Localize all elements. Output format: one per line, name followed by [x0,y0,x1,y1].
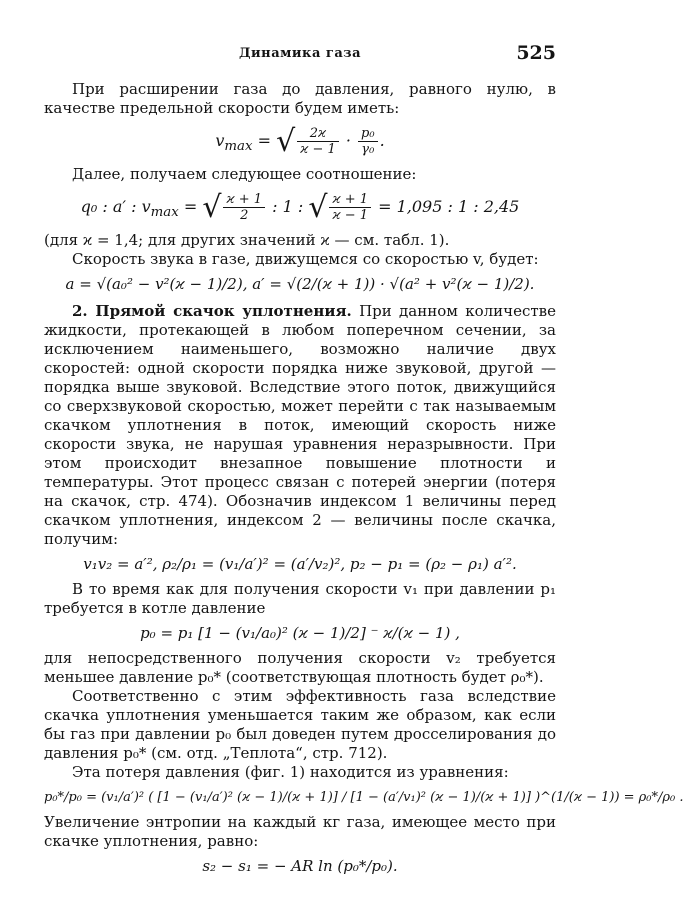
formula-boiler-pressure: p₀ = p₁ [1 − (v₁/a₀)² (ϰ − 1)/2] ⁻ ϰ/(ϰ − 1) , [140,624,460,642]
paragraph-3: (для ϰ = 1,4; для других значений ϰ — см. табл. 1). [44,231,450,249]
radical-sign: √ [202,190,222,225]
paragraph-1: При расширении газа до давления, равного нулю, в качестве предельной скорости будем иметь: [44,80,556,117]
formula-sound-speed: a = √(a₀² − v²(ϰ − 1)/2), a′ = √(2/(ϰ + 1)) · √(a² + v²(ϰ − 1)/2). [65,275,535,293]
paragraph-6: В то время как для получения скорости v₁ при давлении p₁ требуется в котле давление [44,580,556,617]
paragraph-10: Увеличение энтропии на каждый кг газа, имеющее место при скачке уплотнения, равно: [44,813,556,850]
paragraph-2: Далее, получаем следующее соотношение: [72,165,417,183]
formula-pressure-loss: p₀*/p₀ = (v₁/a′)² ( [1 − (v₁/a′)² (ϰ − 1)/(ϰ + 1)] / [1 − (a′/v₁)² (ϰ − 1)/(ϰ + 1)] )^(1/(ϰ − 1)) = ρ₀*/ρ₀ . [44,790,684,805]
page-header [44,42,556,68]
paragraph-7: для непосредственного получения скорости v₂ требуется меньшее давление p₀* (соответствующая плотность будет ρ₀*). [44,649,556,686]
radical-sign: √ [276,124,296,159]
formula-shock: v₁v₂ = a′², ρ₂/ρ₁ = (v₁/a′)² = (a′/v₂)², p₂ − p₁ = (ρ₂ − ρ₁) a′². [83,555,517,573]
paragraph-4: Скорость звука в газе, движущемся со скоростью v, будет: [72,250,539,268]
paragraph-9: Эта потеря давления (фиг. 1) находится из уравнения: [72,763,509,781]
paragraph-5: 2. Прямой скачок уплотнения. При данном количестве жидкости, протекающей в любом поперечном сечении, за исключением наименьшего, возможно наличие двух скоростей: одной скорости порядка ниже звуковой, другой — порядка выше звуковой. Вследствие этого поток, движущийся со сверхзвуковой скоростью, может перейти с так называемым скачком уплотнения в поток, имеющий скорость ниже скорости звука, не нарушая уравнения неразрывности. При этом происходит внезапное повышение плотности и температуры. Этот процесс связан с потерей энергии (потеря на скачок, стр. 474). Обозначив индексом 1 величины перед скачком уплотнения, индексом 2 — величины после скачка, получим: [44,302,556,548]
formula-vmax: $v_{max}$ = √ $\frac{2ϰ}{ϰ - 1}$ · $\frac{\text{p₀}}{\text{γ₀}}$ . [215,124,385,159]
formula-ratio: q₀ : a′ : $v_{max}$ = √ $\frac{ϰ + 1}{2}$ : 1 : √ $\frac{ϰ + 1}{ϰ - 1}$ = 1,095 : 1 : 2,45 [80,190,520,225]
section-heading: 2. Прямой скачок уплотнения. [72,302,352,320]
paragraph-8: Соответственно с этим эффективность газа вследствие скачка уплотнения уменьшается таким же образом, как если бы газ при давлении p₀ был доведен путем дросселирования до давления p₀* (см. отд. „Теплота“, стр. 712). [44,687,556,762]
formula-entropy: s₂ − s₁ = − AR ln (p₀*/p₀). [202,857,398,875]
page-body [44,80,684,882]
radical-sign: √ [308,190,328,225]
page-number: 525 [516,42,556,64]
running-title: Динамика газа [238,46,362,61]
